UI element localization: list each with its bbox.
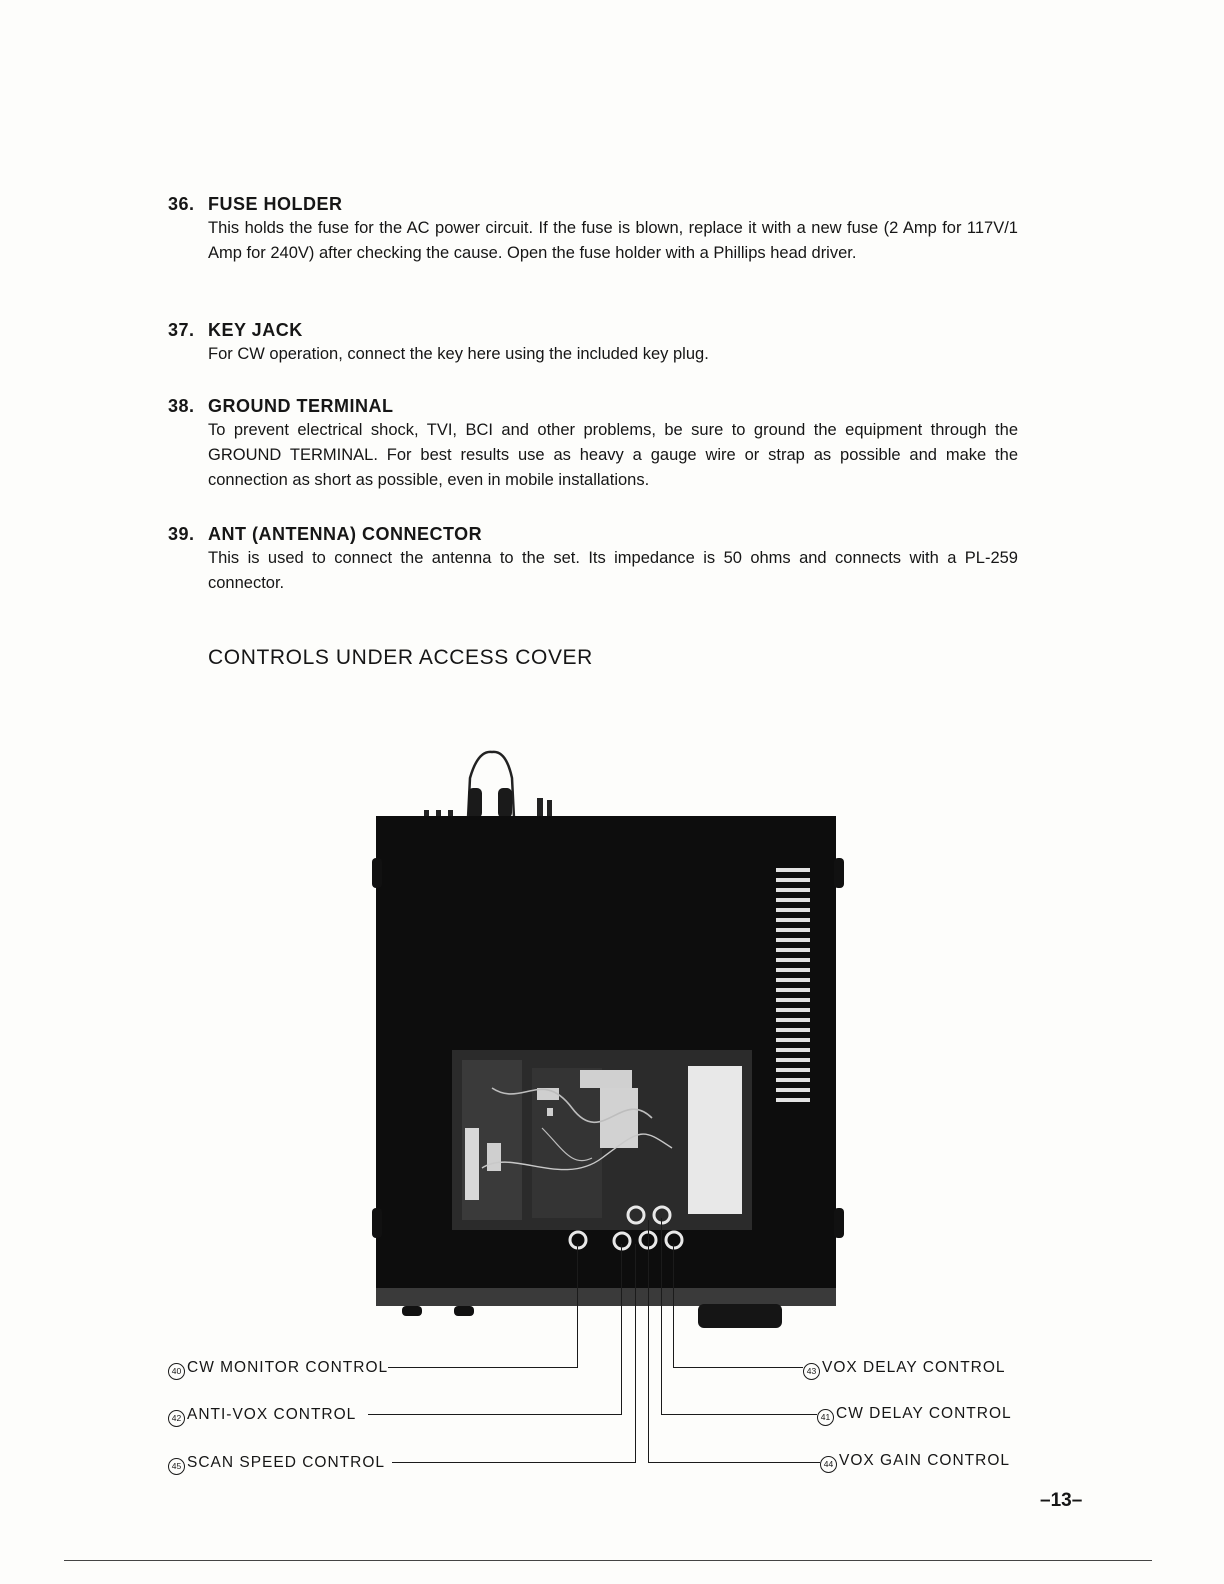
item-heading (168, 192, 1018, 216)
item-ant-connector (168, 522, 1018, 596)
callout-vox-gain (820, 1452, 1010, 1473)
callout-label: CW DELAY CONTROL (836, 1405, 1012, 1422)
callout-vox-delay (803, 1359, 1006, 1380)
callout-number: 44 (820, 1456, 837, 1473)
item-key-jack (168, 318, 1018, 367)
item-number: 39. (168, 524, 195, 544)
callout-label: CW MONITOR CONTROL (187, 1359, 389, 1376)
callout-number: 42 (168, 1410, 185, 1427)
item-number: 36. (168, 194, 195, 214)
item-title: ANT (ANTENNA) CONNECTOR (208, 524, 483, 544)
item-heading (168, 522, 1018, 546)
callout-number: 43 (803, 1363, 820, 1380)
item-title: KEY JACK (208, 320, 303, 340)
item-heading (168, 394, 1018, 418)
item-ground-terminal (168, 394, 1018, 493)
section-heading: CONTROLS UNDER ACCESS COVER (208, 646, 593, 669)
callout-scan-speed (168, 1454, 385, 1475)
item-description: This holds the fuse for the AC power circuit. If the fuse is blown, replace it with a new fuse (2 Amp for 117V/1 Amp for 240V) after checking the cause. Open the fuse holder with a Phillips head driver. (208, 219, 1018, 262)
item-number: 37. (168, 320, 195, 340)
item-description: To prevent electrical shock, TVI, BCI and other problems, be sure to ground the equipment through the GROUND TERMINAL. For best results use as heavy a gauge wire or strap as possible and make the connection as short as possible, even in mobile installations. (208, 421, 1018, 489)
item-description: This is used to connect the antenna to the set. Its impedance is 50 ohms and connects with a PL-259 connector. (208, 549, 1018, 592)
callout-number: 41 (817, 1409, 834, 1426)
item-number: 38. (168, 396, 195, 416)
callout-number: 45 (168, 1458, 185, 1475)
item-title: FUSE HOLDER (208, 194, 343, 214)
bottom-rule (64, 1560, 1152, 1561)
item-heading (168, 318, 1018, 342)
callout-label: VOX GAIN CONTROL (839, 1452, 1011, 1469)
callout-number: 40 (168, 1363, 185, 1380)
callout-label: SCAN SPEED CONTROL (187, 1454, 386, 1471)
callout-label: ANTI-VOX CONTROL (187, 1406, 357, 1423)
callout-cw-monitor (168, 1359, 388, 1380)
tuning-knob (698, 1304, 782, 1328)
item-fuse-holder (168, 192, 1018, 266)
item-title: GROUND TERMINAL (208, 396, 394, 416)
shield-box (688, 1066, 742, 1214)
item-description: For CW operation, connect the key here using the included key plug. (208, 345, 709, 363)
transceiver-photo (372, 748, 852, 1338)
callout-label: VOX DELAY CONTROL (822, 1359, 1006, 1376)
callout-cw-delay (817, 1405, 1012, 1426)
callout-anti-vox (168, 1406, 356, 1427)
page-number: –13– (1040, 1490, 1083, 1511)
